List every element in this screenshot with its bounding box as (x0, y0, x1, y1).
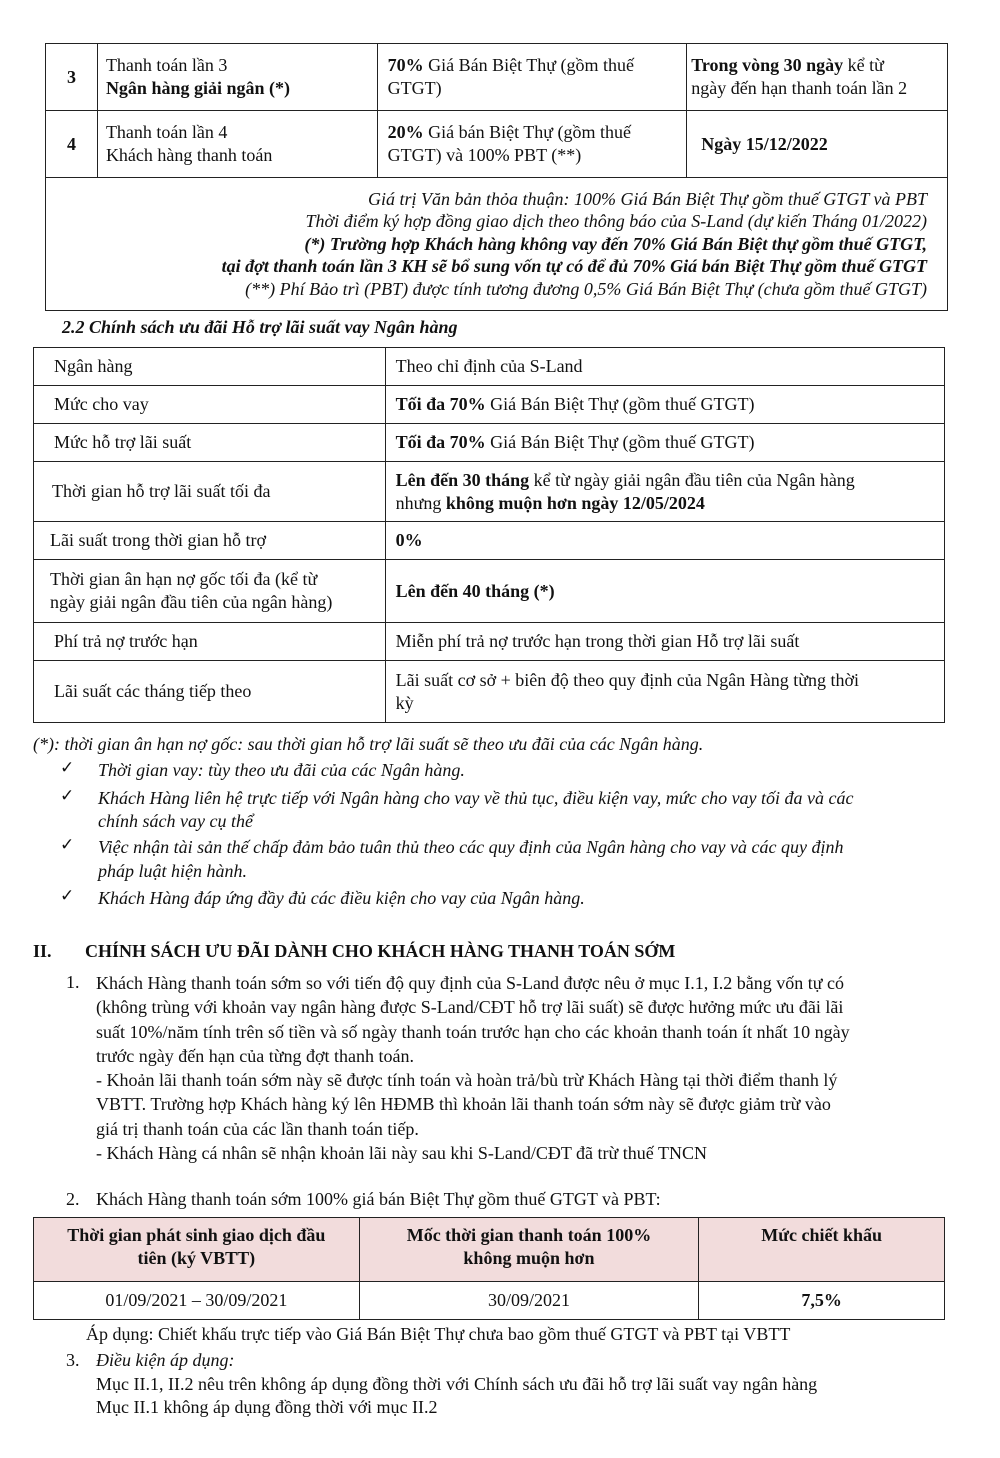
check-icon: ✓ (60, 758, 75, 777)
note-agreement-value: Giá trị Văn bản thỏa thuận: 100% Giá Bán Biệt Thự gồm thuế GTGT và PBT (368, 188, 927, 209)
payment-stage-sub: Khách hàng thanh toán (105, 145, 273, 165)
note-maintenance-fee: (**) Phí Bảo trì (PBT) được tính tương đương 0,5% Giá Bán Biệt Thự (chưa gồm thuế GTGT) (245, 278, 927, 299)
loan-value-2: kỳ (395, 692, 414, 713)
payment-deadline-bold: Ngày 15/12/2022 (687, 111, 948, 178)
payment-amount-text: Giá bán Biệt Thự (gồm thuế (423, 122, 631, 142)
loan-value-bold: Lên đến 40 tháng (*) (385, 560, 944, 623)
discount-rate: 7,5% (699, 1282, 945, 1320)
loan-row (34, 462, 945, 522)
payment-stage: Thanh toán lần 4 (105, 122, 228, 142)
loan-label: Phí trả nợ trước hạn (34, 623, 386, 661)
note-signing-time: Thời điểm ký hợp đồng giao dịch theo thông báo của S-Land (dự kiến Tháng 01/2022) (305, 211, 927, 232)
checklist-item: Khách Hàng liên hệ trực tiếp với Ngân hàng cho vay về thủ tục, điều kiện vay, mức cho vay tối đa và các (98, 788, 854, 808)
loan-value: Lãi suất cơ sở + biên độ theo quy định của Ngân Hàng từng thời (395, 669, 859, 690)
loan-row (34, 386, 945, 424)
loan-label: Mức hỗ trợ lãi suất (34, 424, 386, 462)
checklist-item: Khách Hàng đáp ứng đầy đủ các điều kiện cho vay của Ngân hàng. (98, 888, 585, 908)
payment-stage-sub: Ngân hàng giải ngân (*) (105, 78, 290, 98)
discount-header: Thời gian phát sinh giao dịch đầu (67, 1225, 326, 1245)
loan-value-bold: 0% (385, 522, 944, 560)
item-3-number: 3. (66, 1350, 80, 1370)
discount-header: Mức chiết khấu (699, 1218, 945, 1282)
payment-amount-text-2: GTGT) (387, 78, 442, 98)
item-1-line: giá trị thanh toán của các lần thanh toán tiếp. (96, 1118, 419, 1139)
discount-header-2: không muộn hơn (463, 1248, 595, 1268)
payment-notes-row (46, 178, 948, 311)
note-no-loan: (*) Trường hợp Khách hàng không vay đến 70% Giá Bán Biệt thự gồm thuế GTGT, (304, 233, 927, 254)
payment-no: 4 (46, 111, 98, 178)
loan-label-2: ngày giải ngân đầu tiên của ngân hàng) (50, 592, 333, 612)
discount-header-2: tiên (ký VBTT) (137, 1248, 256, 1268)
item-1-line: (không trùng với khoản vay ngân hàng được S-Land/CĐT hỗ trợ lãi suất) sẽ được hưởng mức ưu đãi lãi (96, 997, 844, 1018)
loan-value-bold: Tối đa 70% (395, 432, 486, 452)
item-3-line: Mục II.1 không áp dụng đồng thời với mục II.2 (96, 1397, 438, 1417)
early-payment-discount-table (33, 1217, 945, 1320)
note-no-loan-2: tại đợt thanh toán lần 3 KH sẽ bổ sung vốn tự có để đủ 70% Giá bán Biệt Thự gồm thuế GTGT (221, 256, 927, 277)
payment-no: 3 (46, 44, 98, 111)
item-1-line: VBTT. Trường hợp Khách hàng ký lên HĐMB thì khoản lãi thanh toán sớm này sẽ được giảm trừ vào (96, 1094, 831, 1115)
discount-row (34, 1282, 945, 1320)
loan-label: Lãi suất trong thời gian hỗ trợ (34, 522, 386, 560)
check-icon: ✓ (60, 886, 75, 905)
loan-row (34, 661, 945, 723)
payment-deadline-bold: Trong vòng 30 ngày (691, 55, 844, 75)
grace-period-footnote: (*): thời gian ân hạn nợ gốc: sau thời gian hỗ trợ lãi suất sẽ theo ưu đãi của các Ngân hàng. (33, 734, 704, 754)
checklist-item: Thời gian vay: tùy theo ưu đãi của các Ngân hàng. (98, 760, 465, 780)
payment-deadline-text: kể từ (843, 55, 884, 75)
loan-value: Miễn phí trả nợ trước hạn trong thời gian Hỗ trợ lãi suất (385, 623, 944, 661)
loan-value-bold: Tối đa 70% (395, 394, 486, 414)
loan-support-table (33, 347, 945, 723)
loan-value: kể từ ngày giải ngân đầu tiên của Ngân hàng (529, 469, 855, 490)
item-1-number: 1. (66, 972, 80, 992)
apply-note: Áp dụng: Chiết khấu trực tiếp vào Giá Bán Biệt Thự chưa bao gồm thuế GTGT và PBT tại VBTT (86, 1324, 791, 1344)
discount-header-row (34, 1218, 945, 1282)
loan-value-bold: Lên đến 30 tháng (395, 469, 530, 490)
loan-value: Giá Bán Biệt Thự (gồm thuế GTGT) (485, 432, 755, 452)
loan-row (34, 560, 945, 623)
item-1-line: - Khoản lãi thanh toán sớm này sẽ được tính toán và hoàn trả/bù trừ Khách Hàng tại thời điểm thanh lý (96, 1070, 838, 1091)
discount-header: Mốc thời gian thanh toán 100% (406, 1225, 652, 1245)
item-1-paragraph (96, 971, 951, 1165)
item-2-text: Khách Hàng thanh toán sớm 100% giá bán Biệt Thự gồm thuế GTGT và PBT: (96, 1189, 661, 1209)
loan-value: Giá Bán Biệt Thự (gồm thuế GTGT) (485, 394, 755, 414)
loan-label: Mức cho vay (34, 386, 386, 424)
loan-label: Lãi suất các tháng tiếp theo (34, 661, 386, 723)
loan-row (34, 424, 945, 462)
payment-amount-text-2: GTGT) và 100% PBT (**) (387, 145, 582, 165)
loan-value: Theo chỉ định của S-Land (385, 348, 944, 386)
checklist-item-cont: chính sách vay cụ thể (98, 811, 253, 831)
discount-period: 01/09/2021 – 30/09/2021 (34, 1282, 360, 1320)
payment-deadline-text-2: ngày đến hạn thanh toán lần 2 (691, 78, 908, 98)
loan-label: Ngân hàng (34, 348, 386, 386)
payment-row-3 (46, 44, 948, 111)
loan-label: Thời gian hỗ trợ lãi suất tối đa (34, 462, 386, 522)
payment-amount-pct: 20% (387, 122, 424, 142)
loan-value-2-bold: không muộn hơn ngày 12/05/2024 (445, 492, 705, 513)
loan-row (34, 348, 945, 386)
payment-amount-text: Giá Bán Biệt Thự (gồm thuế (423, 55, 634, 75)
item-2-number: 2. (66, 1189, 80, 1209)
loan-value-2: nhưng (395, 492, 446, 513)
item-3-heading: Điều kiện áp dụng: (96, 1350, 235, 1370)
loan-row (34, 522, 945, 560)
loan-label: Thời gian ân hạn nợ gốc tối đa (kể từ (50, 569, 318, 589)
check-icon: ✓ (60, 835, 75, 854)
item-1-line: - Khách Hàng cá nhân sẽ nhận khoản lãi này sau khi S-Land/CĐT đã trừ thuế TNCN (96, 1143, 707, 1164)
section-2-2-heading: 2.2 Chính sách ưu đãi Hỗ trợ lãi suất vay Ngân hàng (62, 317, 458, 337)
loan-row (34, 623, 945, 661)
item-1-line: Khách Hàng thanh toán sớm so với tiến độ quy định của S-Land được nêu ở mục I.1, I.2 bằng vốn tự có (96, 973, 844, 993)
payment-stage: Thanh toán lần 3 (105, 55, 228, 75)
payment-schedule-table (45, 43, 948, 311)
item-1-line: trước ngày đến hạn của từng đợt thanh toán. (96, 1045, 414, 1066)
section-II-heading: CHÍNH SÁCH ƯU ĐÃI DÀNH CHO KHÁCH HÀNG THANH TOÁN SỚM (85, 941, 676, 961)
check-icon: ✓ (60, 786, 75, 805)
item-3-line: Mục II.1, II.2 nêu trên không áp dụng đồng thời với Chính sách ưu đãi hỗ trợ lãi suất vay ngân hàng (96, 1374, 818, 1394)
payment-amount-pct: 70% (387, 55, 424, 75)
item-1-line: suất 10%/năm tính trên số tiền và số ngày thanh toán trước hạn cho các khoản thanh toán ít nhất 10 ngày (96, 1021, 850, 1042)
payment-row-4 (46, 111, 948, 178)
discount-deadline: 30/09/2021 (359, 1282, 699, 1320)
section-II-number: II. (33, 941, 52, 961)
checklist-item-cont: pháp luật hiện hành. (98, 861, 247, 881)
checklist-item: Việc nhận tài sản thế chấp đảm bảo tuân thủ theo các quy định của Ngân hàng cho vay và các quy định (98, 837, 844, 857)
